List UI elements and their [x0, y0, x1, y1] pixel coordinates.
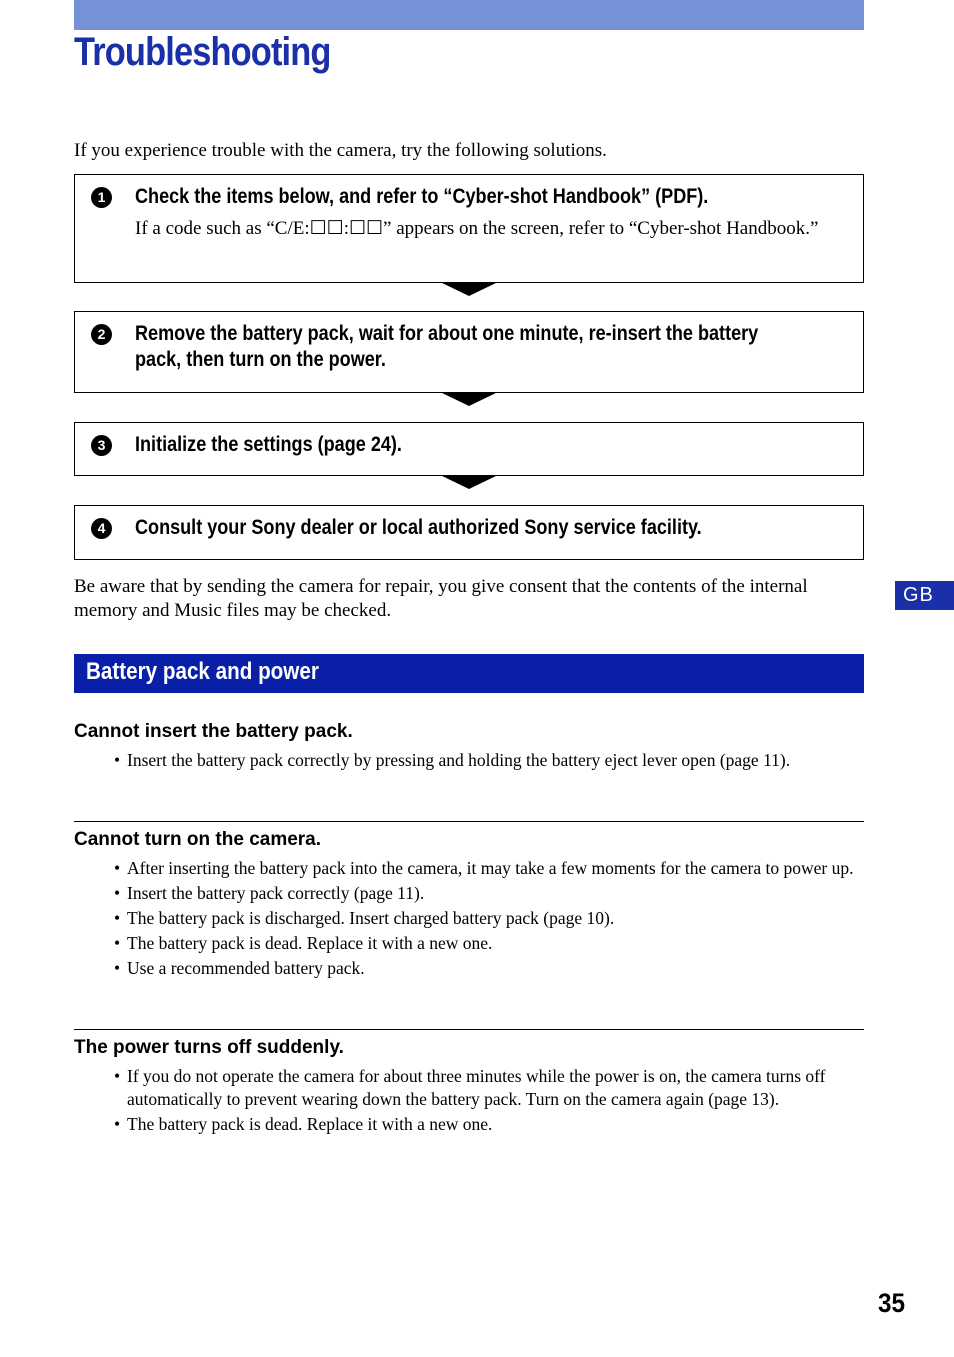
- solution-item: • The battery pack is dead. Replace it with a new one.: [74, 932, 864, 955]
- issue-heading: The power turns off suddenly.: [74, 1037, 344, 1058]
- issue-heading: Cannot turn on the camera.: [74, 829, 322, 850]
- flow-arrow-2: [440, 392, 498, 406]
- page-title: Troubleshooting: [74, 30, 331, 74]
- step-title-3: Initialize the settings (page 24).: [135, 433, 402, 456]
- step-number-3: 3: [91, 435, 112, 456]
- solution-item: • Use a recommended battery pack.: [74, 957, 864, 980]
- solution-item: • The battery pack is dead. Replace it with a new one.: [74, 1113, 864, 1136]
- step-box-3: [74, 422, 864, 476]
- step-title-4: Consult your Sony dealer or local authorized Sony service facility.: [135, 516, 702, 539]
- issue-battery-insert: [74, 720, 864, 774]
- solution-list: [74, 857, 864, 980]
- issue-power-on: [74, 828, 864, 982]
- solution-item: • After inserting the battery pack into the camera, it may take a few moments for the camera to power up.: [74, 857, 864, 880]
- flow-arrow-1: [440, 282, 498, 296]
- step-number-4: 4: [91, 518, 112, 539]
- step-box-1: [74, 174, 864, 283]
- divider: [74, 1029, 864, 1030]
- issue-heading: Cannot insert the battery pack.: [74, 721, 353, 742]
- intro-text: If you experience trouble with the camera, try the following solutions.: [74, 140, 607, 161]
- solution-list: [74, 1065, 864, 1136]
- step-number-2: 2: [91, 324, 112, 345]
- section-header: [74, 654, 864, 693]
- step-box-2: [74, 311, 864, 393]
- solution-list: [74, 749, 864, 772]
- section-title: Battery pack and power: [86, 658, 319, 685]
- solution-item: • If you do not operate the camera for about three minutes while the power is on, the camera turns off automatically to prevent wearing down the battery pack. Turn on the camera again (page 13).: [74, 1065, 864, 1111]
- step-title-2-line-1: Remove the battery pack, wait for about one minute, re-insert the battery: [135, 322, 759, 345]
- issue-power-off: [74, 1036, 864, 1138]
- page-number: 35: [878, 1288, 906, 1318]
- solution-item: • Insert the battery pack correctly (page 11).: [74, 882, 864, 905]
- flow-arrow-3: [440, 475, 498, 489]
- step-title-1: Check the items below, and refer to “Cyber-shot Handbook” (PDF).: [135, 185, 709, 208]
- header-bar: [74, 0, 864, 30]
- step-number-1: 1: [91, 187, 112, 208]
- repair-note: Be aware that by sending the camera for repair, you give consent that the contents of the internal memory and Music files may be checked.: [74, 576, 808, 621]
- solution-item: • The battery pack is discharged. Insert charged battery pack (page 10).: [74, 907, 864, 930]
- step-title-2-line-2: pack, then turn on the power.: [135, 348, 386, 371]
- solution-item: • Insert the battery pack correctly by pressing and holding the battery eject lever open (page 11).: [74, 749, 864, 772]
- language-tab: GB: [895, 581, 954, 610]
- step-text-1: If a code such as “C/E:☐☐:☐☐” appears on the screen, refer to “Cyber-shot Handbook.”: [135, 218, 819, 239]
- step-box-4: [74, 505, 864, 560]
- divider: [74, 821, 864, 822]
- step-title-2: [135, 321, 840, 373]
